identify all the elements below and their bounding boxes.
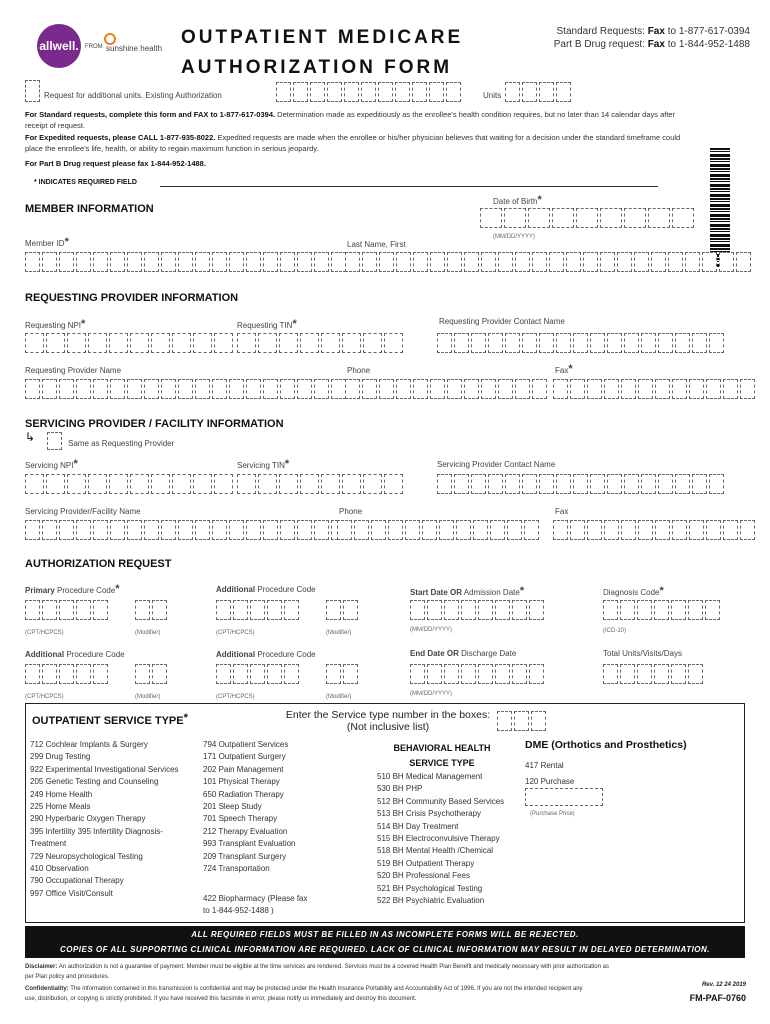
servicing-fax-label: Fax <box>555 507 569 516</box>
list-item: 290 Hyperbaric Oxygen Therapy <box>30 814 146 824</box>
list-item: 225 Home Meals <box>30 802 91 812</box>
purchase-price-hint: (Purchase Price) <box>530 811 575 817</box>
existing-auth-boxes[interactable] <box>276 82 461 102</box>
list-item: 521 BH Psychological Testing <box>377 883 483 893</box>
list-item: 395 Infertility 395 Infertility Diagnosis- <box>30 826 163 836</box>
list-item: 512 BH Community Based Services <box>377 796 505 806</box>
list-item: 205 Genetic Testing and Counseling <box>30 777 159 787</box>
dme-heading: DME (Orthotics and Prosthetics) <box>525 739 687 751</box>
dob-hint: (MM/DD/YYYY) <box>493 234 535 240</box>
form-id: FM-PAF-0760 <box>689 993 746 1003</box>
additional-cpt-hint-1: (CPT/HCPCS) <box>216 630 255 636</box>
primary-procedure-label: Primary Procedure Code* <box>25 583 120 595</box>
list-item: 120 Purchase <box>525 777 575 786</box>
service-type-boxes[interactable] <box>497 711 546 731</box>
allwell-logo: allwell. <box>37 24 81 68</box>
servicing-provider-heading: SERVICING PROVIDER / FACILITY INFORMATION <box>25 418 284 430</box>
servicing-name-label: Servicing Provider/Facility Name <box>25 507 141 516</box>
list-item: 515 BH Electroconvulsive Therapy <box>377 834 500 844</box>
additional-procedure-label-2: Additional Procedure Code <box>25 650 125 659</box>
requesting-fax-boxes[interactable] <box>553 379 755 399</box>
member-id-boxes[interactable] <box>25 252 346 272</box>
auth-request-heading: AUTHORIZATION REQUEST <box>25 558 172 570</box>
standard-instructions: For Standard requests, complete this form and FAX to 1-877-617-0394. Determination made as expeditiously as the enrollee's health condition requires, but no later than 14 calendar days after receipt of request. <box>25 110 676 130</box>
requesting-contact-boxes[interactable] <box>437 333 724 353</box>
member-info-heading: MEMBER INFORMATION <box>25 203 154 215</box>
primary-cpt-boxes[interactable] <box>25 600 108 620</box>
list-item: 514 BH Day Treatment <box>377 821 459 831</box>
list-item: 650 Radiation Therapy <box>203 789 284 799</box>
list-item: 249 Home Health <box>30 789 93 799</box>
end-date-label: End Date OR Discharge Date <box>410 649 517 658</box>
form-title-line1: OUTPATIENT MEDICARE <box>181 27 464 48</box>
disclaimer: Disclaimer: An authorization is not a guarantee of payment. Member must be eligible at the time services are rendered. Services must be a covered Health Plan Benefit and medically necessary with prior authorization as per Plan policy and procedures. <box>25 964 609 980</box>
additional-modifier-boxes-1[interactable] <box>326 600 358 620</box>
required-field-note: * INDICATES REQUIRED FIELD <box>34 179 137 186</box>
list-item: 922 Experimental Investigational Services <box>30 764 179 774</box>
dme-list <box>525 758 574 790</box>
start-date-boxes[interactable] <box>410 600 544 620</box>
additional-modifier-hint-1: (Modifier) <box>326 630 352 636</box>
requesting-provider-heading: REQUESTING PROVIDER INFORMATION <box>25 292 239 304</box>
list-item: 712 Cochlear Implants & Surgery <box>30 740 148 749</box>
servicing-contact-boxes[interactable] <box>437 474 724 494</box>
from-text: FROM <box>85 44 103 50</box>
servicing-phone-boxes[interactable] <box>337 520 539 540</box>
requesting-npi-label: Requesting NPI* <box>25 318 86 330</box>
name-boxes[interactable] <box>345 252 751 272</box>
list-item: 997 Office Visit/Consult <box>30 888 113 898</box>
list-item: 701 Speech Therapy <box>203 814 278 824</box>
additional-procedure-label-1: Additional Procedure Code <box>216 585 316 594</box>
additional-cpt-hint-2: (CPT/HCPCS) <box>25 694 64 700</box>
service-list-col1 <box>30 739 200 900</box>
bh-list <box>377 771 522 907</box>
revision-date: Rev. 12 24 2019 <box>701 982 746 988</box>
required-divider <box>160 186 658 187</box>
list-item: 522 BH Psychiatric Evaluation <box>377 896 485 906</box>
biopharmacy-item: 422 Biopharmacy (Please fax to 1-844-952-1488 ) <box>203 894 308 916</box>
requesting-fax-label: Fax* <box>555 363 573 375</box>
diagnosis-boxes[interactable] <box>603 600 720 620</box>
servicing-npi-label: Servicing NPI* <box>25 458 78 470</box>
last-first-label: Last Name, First <box>347 240 406 249</box>
additional-cpt-hint-3: (CPT/HCPCS) <box>216 694 255 700</box>
end-date-hint: (MM/DD/YYYY) <box>410 691 452 697</box>
servicing-tin-label: Servicing TIN* <box>237 458 290 470</box>
units-boxes[interactable] <box>505 82 571 102</box>
diagnosis-hint: (ICD-10) <box>603 628 627 634</box>
requesting-phone-label: Phone <box>347 366 371 375</box>
partb-instructions: For Part B Drug request please fax 1-844-952-1488. <box>25 159 206 168</box>
list-item: 510 BH Medical Management <box>377 772 483 781</box>
units-label: Units <box>483 91 502 100</box>
list-item: 519 BH Outpatient Therapy <box>377 858 475 868</box>
same-as-requesting-label: Same as Requesting Provider <box>68 439 175 448</box>
requesting-contact-label: Requesting Provider Contact Name <box>439 317 565 326</box>
list-item: 724 Transportation <box>203 864 270 874</box>
required-banner: ALL REQUIRED FIELDS MUST BE FILLED IN AS INCOMPLETE FORMS WILL BE REJECTED. COPIES OF ALL SUPPORTING CLINICAL INFORMATION ARE REQUIRED. LACK OF CLINICAL INFORMATION MAY RESULT IN DELAYED DETERMINATION. <box>25 926 745 958</box>
purchase-price-field[interactable] <box>525 788 603 806</box>
additional-modifier-hint-2: (Modifier) <box>135 694 161 700</box>
start-date-hint: (MM/DD/YYYY) <box>410 627 452 633</box>
requesting-phone-boxes[interactable] <box>345 379 547 399</box>
servicing-npi-boxes[interactable] <box>25 474 233 494</box>
dob-boxes[interactable] <box>480 208 694 228</box>
requesting-name-boxes[interactable] <box>25 379 346 399</box>
additional-modifier-hint-3: (Modifier) <box>326 694 352 700</box>
expedited-instructions: For Expedited requests, please CALL 1-877-935-8022. Expedited requests are made when the enrollee or his/her physician believes that waiting for a decision under the standard timeframe could place the enrollee's life, health, or ability to regain maximum function in serious jeopardy. <box>25 133 681 153</box>
additional-procedure-label-3: Additional Procedure Code <box>216 650 316 659</box>
same-as-requesting-checkbox[interactable] <box>47 432 62 450</box>
total-units-boxes[interactable] <box>603 664 703 684</box>
servicing-fax-boxes[interactable] <box>553 520 755 540</box>
end-date-boxes[interactable] <box>410 664 544 684</box>
list-item: 993 Transplant Evaluation <box>203 839 296 849</box>
servicing-contact-label: Servicing Provider Contact Name <box>437 460 556 469</box>
list-item: 201 Sleep Study <box>203 802 262 812</box>
confidentiality: Confidentiality: The information contained in this transmission is confidential and may be protected under the Health Insurance Portability and Accountability Act of 1996. If you are not the intended recipient any use, distribution, or copying is strictly prohibited. If you have received this facsimile in error, please notify us immediately and destroy this document. <box>25 986 583 1002</box>
list-item: 417 Rental <box>525 761 564 770</box>
bh-heading: BEHAVIORAL HEALTH SERVICE TYPE <box>393 743 491 768</box>
member-id-label: Member ID* <box>25 236 69 248</box>
list-item: 518 BH Mental Health /Chemical <box>377 846 494 856</box>
list-item: Treatment <box>30 839 67 849</box>
additional-cpt-boxes-2[interactable] <box>25 664 108 684</box>
requesting-npi-boxes[interactable] <box>25 333 233 353</box>
service-type-heading: OUTPATIENT SERVICE TYPE* <box>32 712 188 727</box>
list-item: 410 Observation <box>30 864 89 874</box>
list-item: 171 Outpatient Surgery <box>203 752 286 762</box>
dob-label: Date of Birth* <box>493 194 542 206</box>
total-units-label: Total Units/Visits/Days <box>603 649 682 658</box>
list-item: 520 BH Professional Fees <box>377 871 470 881</box>
requesting-tin-boxes[interactable] <box>237 333 403 353</box>
fax-partb: Part B Drug request: Fax to 1-844-952-1488 <box>553 39 750 50</box>
list-item: 212 Therapy Evaluation <box>203 826 288 836</box>
list-item: 209 Transplant Surgery <box>203 851 287 861</box>
primary-cpt-hint: (CPT/HCPCS) <box>25 630 64 636</box>
barcode <box>710 148 730 268</box>
list-item: 513 BH Crisis Psychotherapy <box>377 809 482 819</box>
requesting-tin-label: Requesting TIN* <box>237 318 297 330</box>
servicing-name-boxes[interactable] <box>25 520 346 540</box>
primary-modifier-boxes[interactable] <box>135 600 167 620</box>
diagnosis-label: Diagnosis Code* <box>603 585 664 597</box>
list-item: 790 Occupational Therapy <box>30 876 124 886</box>
fax-standard: Standard Requests: Fax to 1-877-617-0394 <box>556 26 750 37</box>
enter-service-type-note: Enter the Service type number in the boxes: (Not inclusive list) <box>285 709 491 733</box>
servicing-phone-label: Phone <box>339 507 363 516</box>
list-item: 202 Pain Management <box>203 764 284 774</box>
list-item: 530 BH PHP <box>377 784 423 794</box>
additional-cpt-boxes-3[interactable] <box>216 664 299 684</box>
list-item: 299 Drug Testing <box>30 752 91 762</box>
additional-units-checkbox[interactable] <box>25 80 40 102</box>
additional-units-label: Request for additional units. Existing Authorization <box>44 91 222 100</box>
list-item: 101 Physical Therapy <box>203 777 280 787</box>
start-date-label: Start Date OR Admission Date* <box>410 585 525 597</box>
list-item: 729 Neuropsychological Testing <box>30 851 143 861</box>
additional-modifier-boxes-2[interactable] <box>135 664 167 684</box>
list-item: 794 Outpatient Services <box>203 740 289 749</box>
partner-logo-text: sunshine health <box>106 44 163 53</box>
service-list-col2 <box>203 739 353 875</box>
return-arrow-icon: ↳ <box>25 430 36 444</box>
additional-cpt-boxes-1[interactable] <box>216 600 299 620</box>
additional-modifier-boxes-3[interactable] <box>326 664 358 684</box>
servicing-tin-boxes[interactable] <box>237 474 403 494</box>
form-title-line2: AUTHORIZATION FORM <box>181 57 453 78</box>
primary-modifier-hint: (Modifier) <box>135 630 161 636</box>
requesting-name-label: Requesting Provider Name <box>25 366 122 375</box>
